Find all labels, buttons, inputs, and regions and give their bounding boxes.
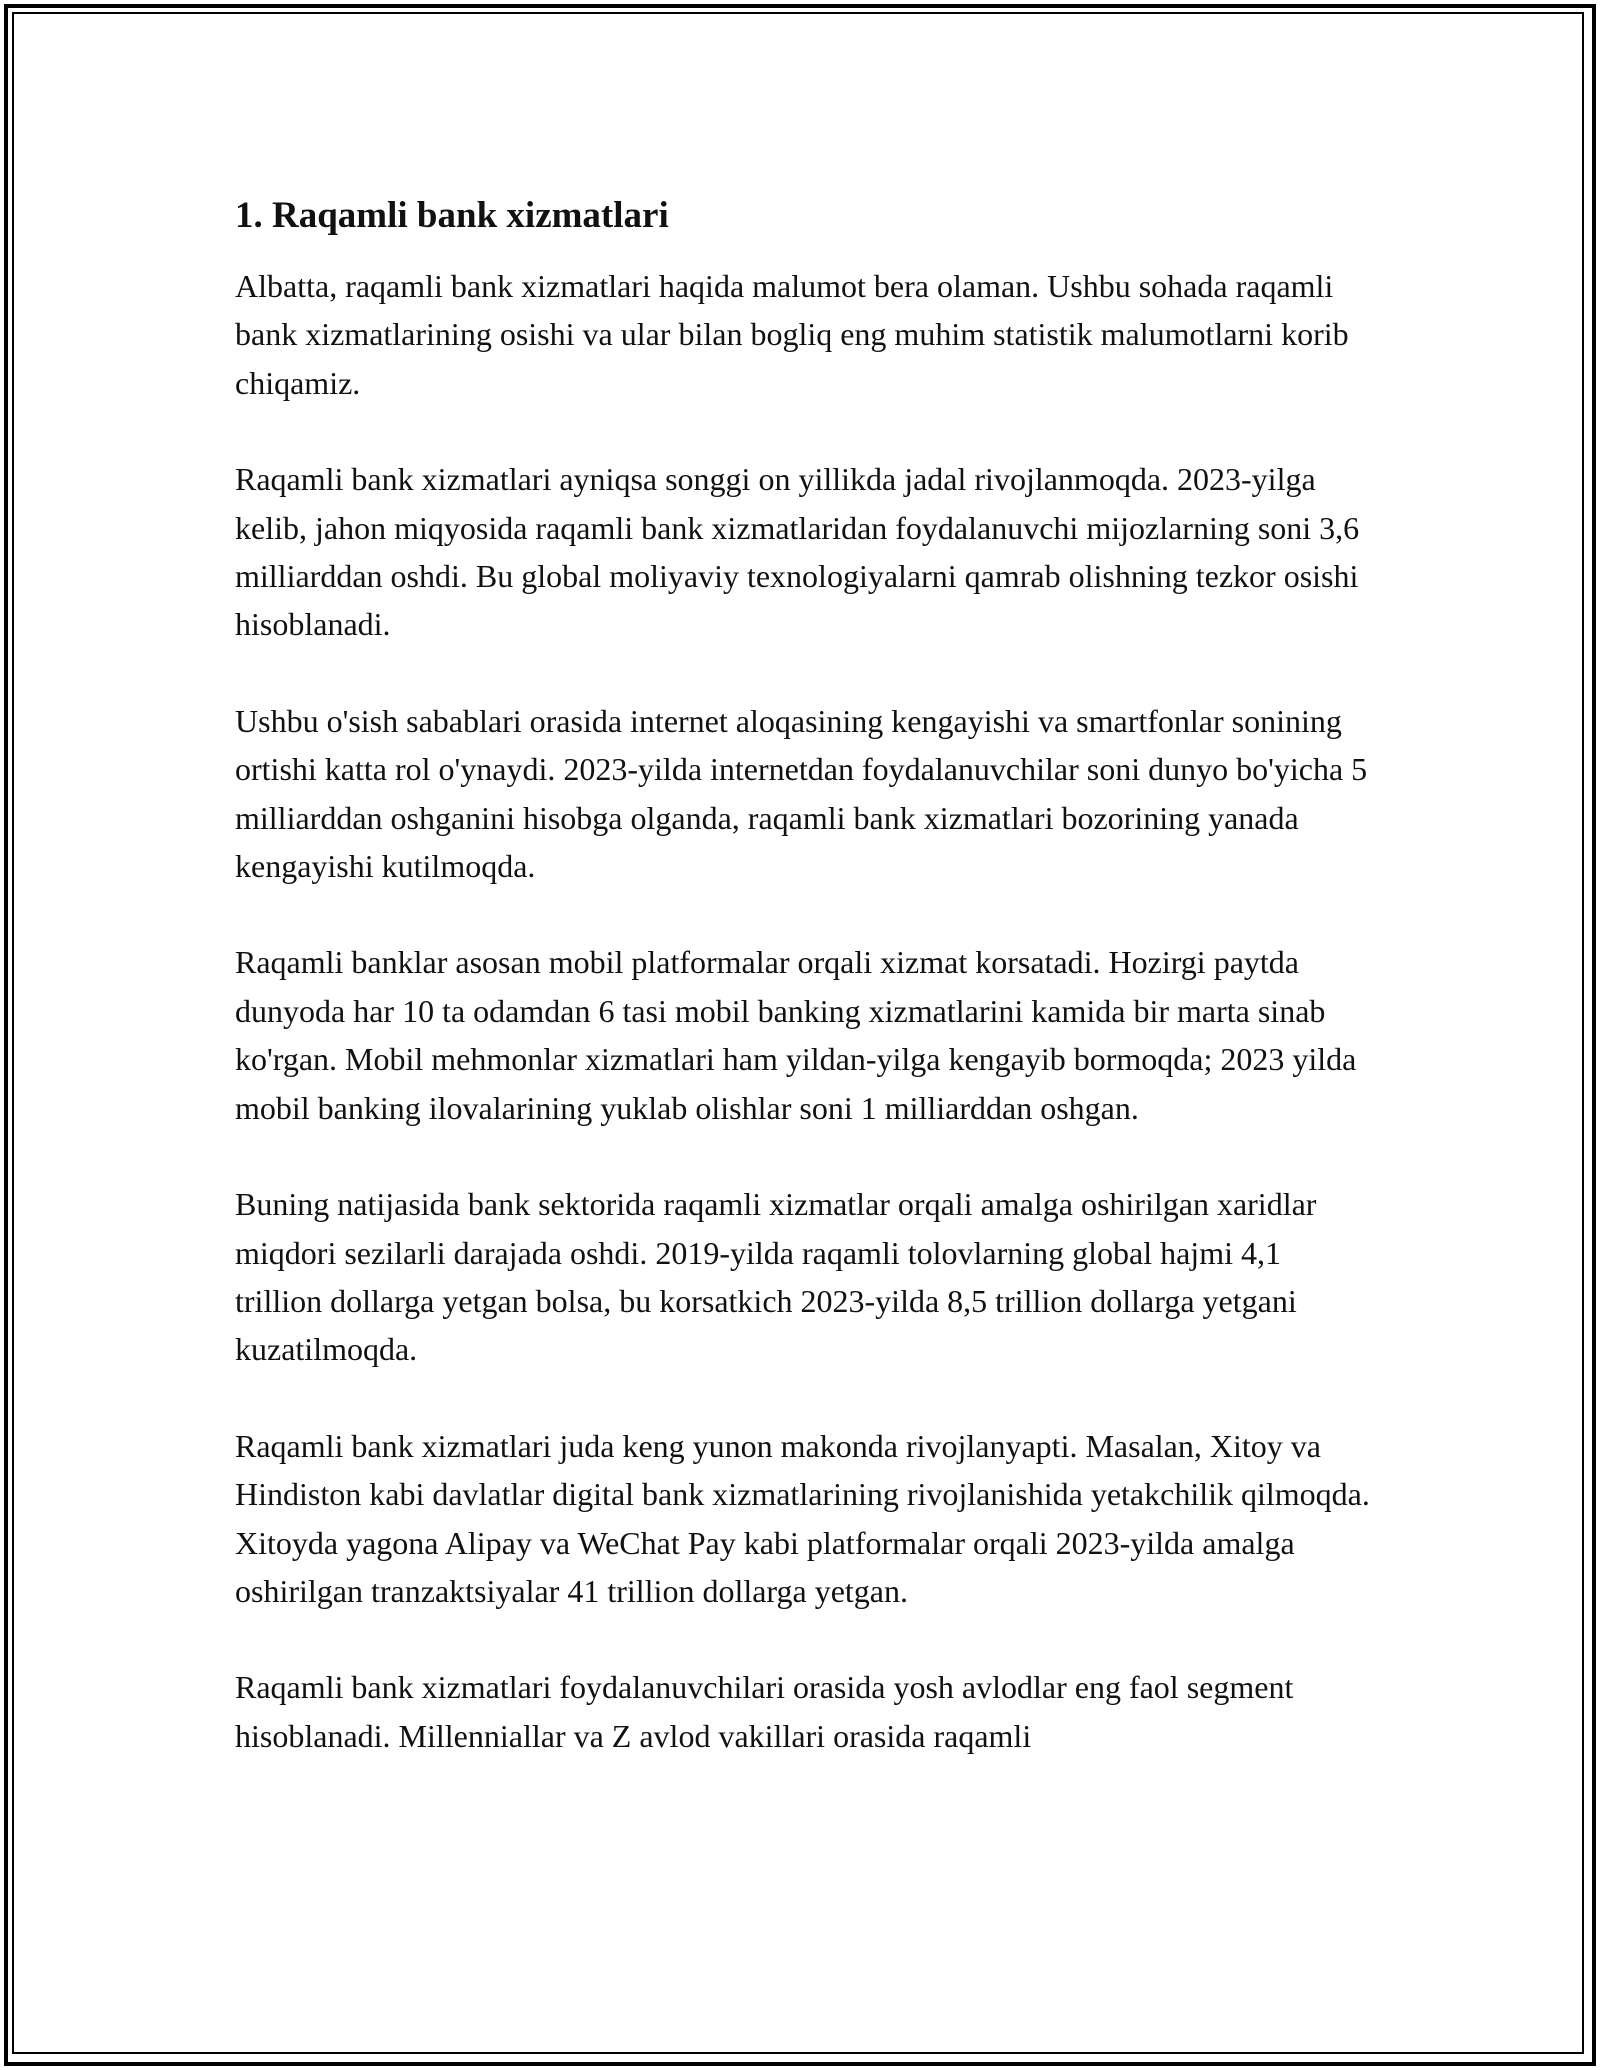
- paragraph-mobile: Raqamli banklar asosan mobil platformalar orqali xizmat korsatadi. Hozirgi paytda dunyoda har 10 ta odamdan 6 tasi mobil banking xizmatlarini kamida bir marta sinab ko'rgan. Mobil mehmonlar xizmatlari ham yildan-yilga kengayib bormoqda; 2023 yilda mobil banking ilovalarining yuklab olishlar soni 1 milliarddan oshgan.: [235, 944, 1357, 1126]
- paragraph-intro: Albatta, raqamli bank xizmatlari haqida malumot bera olaman. Ushbu sohada raqamli bank xizmatlarining osishi va ular bilan bogliq eng muhim statistik malumotlarni korib chiqamiz.: [235, 268, 1349, 401]
- paragraph-reasons: Ushbu o'sish sabablari orasida internet aloqasining kengayishi va smartfonlar sonining ortishi katta rol o'ynaydi. 2023-yilda internetdan foydalanuvchilar soni dunyo bo'yicha 5 milliarddan oshganini hisobga olganda, raqamli bank xizmatlari bozorining yanada kengayishi kutilmoqda.: [235, 702, 1368, 885]
- paragraph-regions: Raqamli bank xizmatlari juda keng yunon makonda rivojlanyapti. Masalan, Xitoy va Hindiston kabi davlatlar digital bank xizmatlarining rivojlanishida yetakchilik qilmoqda. Xitoyda yagona Alipay va WeChat Pay kabi platformalar orqali 2023-yilda amalga oshirilgan tranzaktsiyalar 41 trillion dollarga yetgan.: [235, 1427, 1370, 1609]
- paragraph-payments: Buning natijasida bank sektorida raqamli xizmatlar orqali amalga oshirilgan xaridlar miqdori sezilarli darajada oshdi. 2019-yilda raqamli tolovlarning global hajmi 4,1 trillion dollarga yetgan bolsa, bu korsatkich 2023-yilda 8,5 trillion dollarga yetgani kuzatilmoqda.: [235, 1186, 1317, 1368]
- paragraph-users: Raqamli bank xizmatlari foydalanuvchilari orasida yosh avlodlar eng faol segment hisoblanadi. Millenniallar va Z avlod vakillari orasida raqamli: [235, 1669, 1294, 1754]
- document-body: [235, 180, 1375, 1808]
- paragraph-growth: Raqamli bank xizmatlari ayniqsa songgi on yillikda jadal rivojlanmoqda. 2023-yilga kelib, jahon miqyosida raqamli bank xizmatlaridan foydalanuvchi mijozlarning soni 3,6 milliarddan oshdi. Bu global moliyaviy texnologiyalarni qamrab olishning tezkor osishi hisoblanadi.: [235, 461, 1360, 643]
- section-heading: 1. Raqamli bank xizmatlari: [235, 195, 669, 236]
